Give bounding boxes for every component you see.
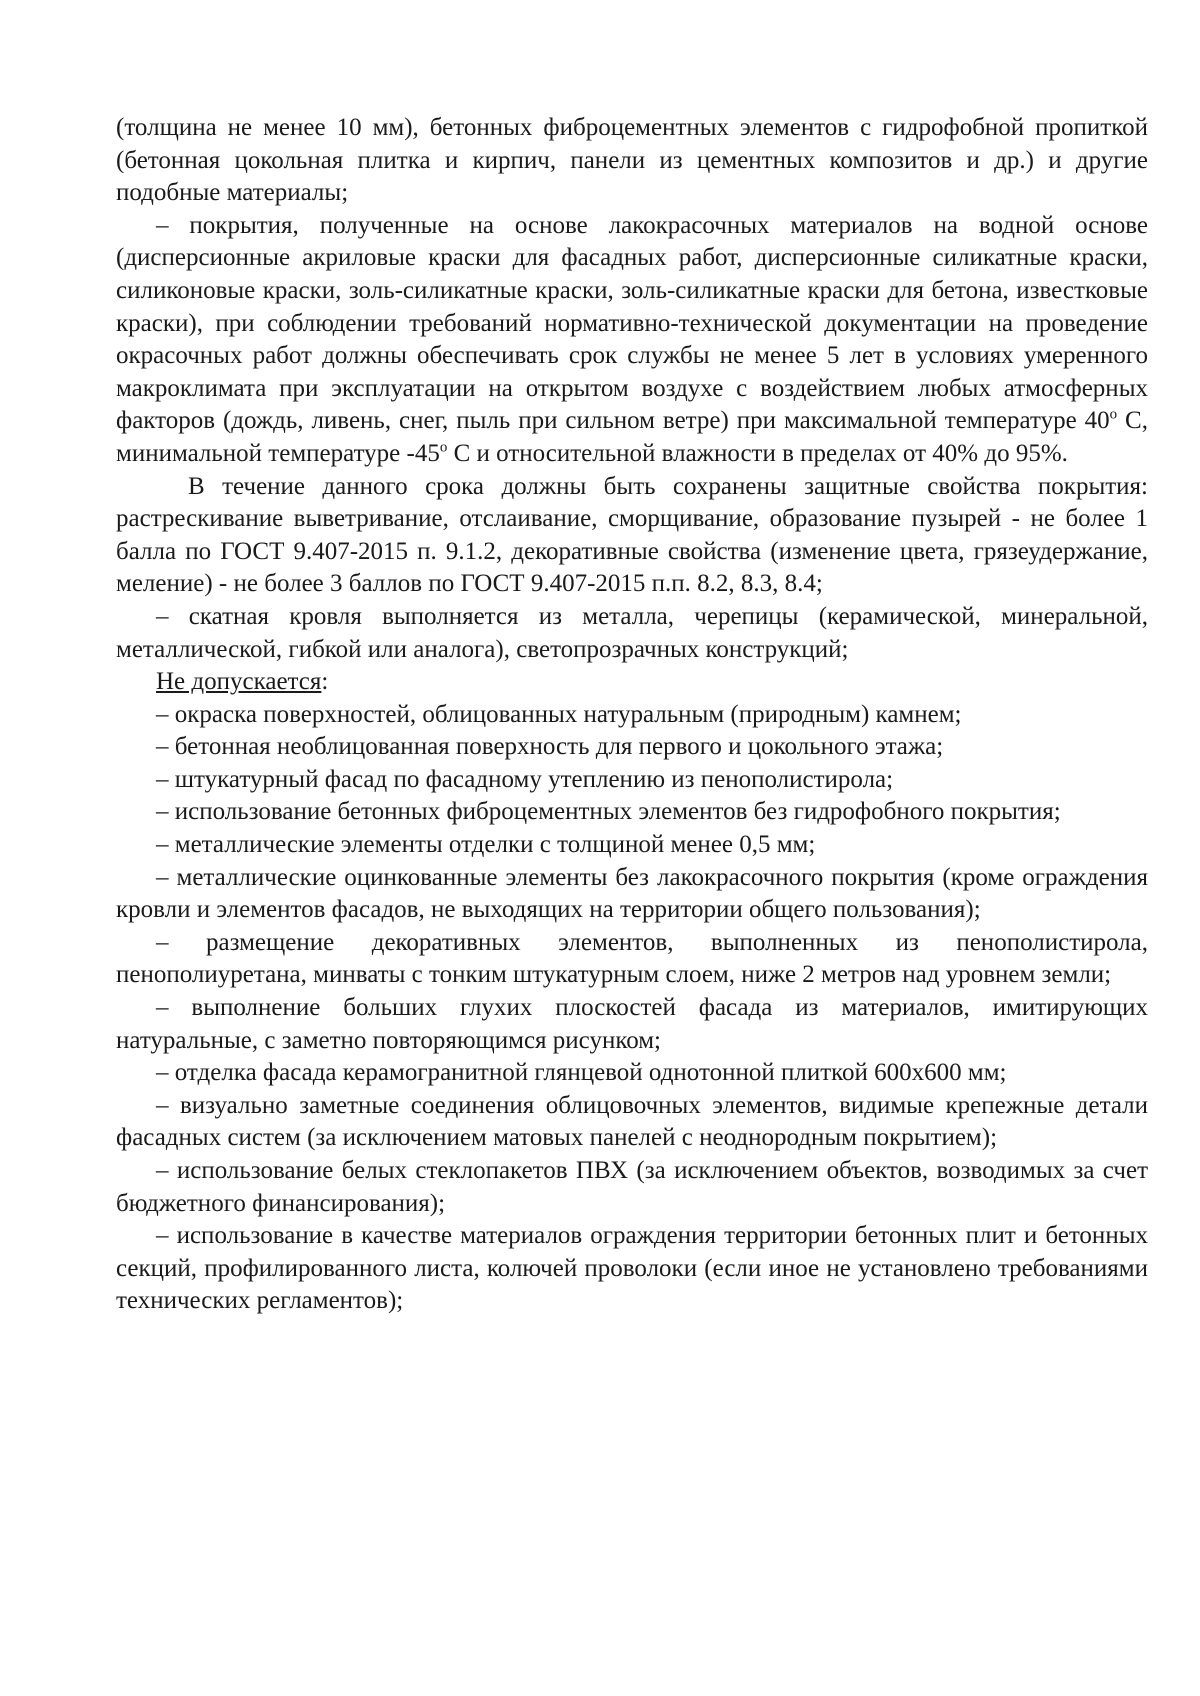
paragraph-pitched-roof: – скатная кровля выполняется из металла, черепицы (керамической, минеральной, металлической, гибкой или аналога), светопрозрачных конструкций; bbox=[116, 602, 1148, 663]
list-item: – выполнение больших глухих плоскостей фасада из материалов, имитирующих натуральные, с заметно повторяющимся рисунком; bbox=[116, 994, 1148, 1054]
list-item: – бетонная необлицованная поверхность для первого и цокольного этажа; bbox=[156, 733, 944, 761]
degree-superscript: o bbox=[1109, 407, 1118, 424]
list-item: – отделка фасада керамогранитной глянцевой однотонной плиткой 600х600 мм; bbox=[156, 1059, 1007, 1087]
document-page bbox=[116, 112, 1148, 1318]
list-item: – визуально заметные соединения облицовочных элементов, видимые крепежные детали фасадных систем (за исключением матовых панелей с неоднородным покрытием); bbox=[116, 1091, 1148, 1152]
paragraph-materials-continued: (толщина не менее 10 мм), бетонных фиброцементных элементов с гидрофобной пропиткой (бетонная цокольная плитка и кирпич, панели из цементных композитов и др.) и другие подобные материалы; bbox=[116, 114, 1148, 207]
not-allowed-heading-colon: : bbox=[321, 668, 329, 696]
paint-coatings-text-b: С, минимальной температуре -45 bbox=[116, 407, 1148, 467]
not-allowed-heading-text: Не допускается bbox=[156, 668, 322, 696]
paragraph-protective-properties: В течение данного срока должны быть сохранены защитные свойства покрытия: растрескивание выветривание, отслаивание, сморщивание, образование пузырей - не более 1 балла по ГОСТ 9.407-2015 п. 9.1.2, декоративные свойства (изменение цвета, грязеудержание, меление) - не более 3 баллов по ГОСТ 9.407-2015 п.п. 8.2, 8.3, 8.4; bbox=[116, 472, 1148, 598]
list-item: – использование бетонных фиброцементных элементов без гидрофобного покрытия; bbox=[156, 798, 1061, 826]
paint-coatings-text-a: – покрытия, полученные на основе лакокрасочных материалов на водной основе (дисперсионные акриловые краски для фасадных работ, дисперсионные силикатные краски, силиконовые краски, золь-силикатные краски, золь-силикатные краски для бетона, известковые краски), при соблюдении требований нормативно-технической документации на проведение окрасочных работ должны обеспечивать срок службы не менее 5 лет в условиях умеренного макроклимата при эксплуатации на открытом воздухе с воздействием любых атмосферных факторов (дождь, ливень, снег, пыль при сильном ветре) при максимальной температуре 40 bbox=[116, 211, 1148, 435]
not-allowed-heading bbox=[116, 666, 1148, 699]
list-item: – окраска поверхностей, облицованных натуральным (природным) камнем; bbox=[156, 700, 962, 728]
degree-superscript: o bbox=[439, 439, 448, 456]
paragraph-paint-coatings bbox=[116, 210, 1148, 471]
list-item: – металлические оцинкованные элементы без лакокрасочного покрытия (кроме ограждения кровли и элементов фасадов, не выходящих на территории общего пользования); bbox=[116, 863, 1148, 924]
paint-coatings-text-c: С и относительной влажности в пределах от 40% до 95%. bbox=[447, 439, 1068, 467]
list-item: – штукатурный фасад по фасадному утеплению из пенополистирола; bbox=[156, 765, 894, 793]
list-item: – металлические элементы отделки с толщиной менее 0,5 мм; bbox=[156, 831, 816, 859]
list-item: – использование в качестве материалов ограждения территории бетонных плит и бетонных секций, профилированного листа, колючей проволоки (если иное не установлено требованиями технических регламентов); bbox=[116, 1222, 1148, 1315]
list-item: – использование белых стеклопакетов ПВХ (за исключением объектов, возводимых за счет бюджетного финансирования); bbox=[116, 1157, 1148, 1217]
list-item: – размещение декоративных элементов, выполненных из пенополистирола, пенополиуретана, минваты с тонким штукатурным слоем, ниже 2 метров над уровнем земли; bbox=[116, 928, 1148, 989]
